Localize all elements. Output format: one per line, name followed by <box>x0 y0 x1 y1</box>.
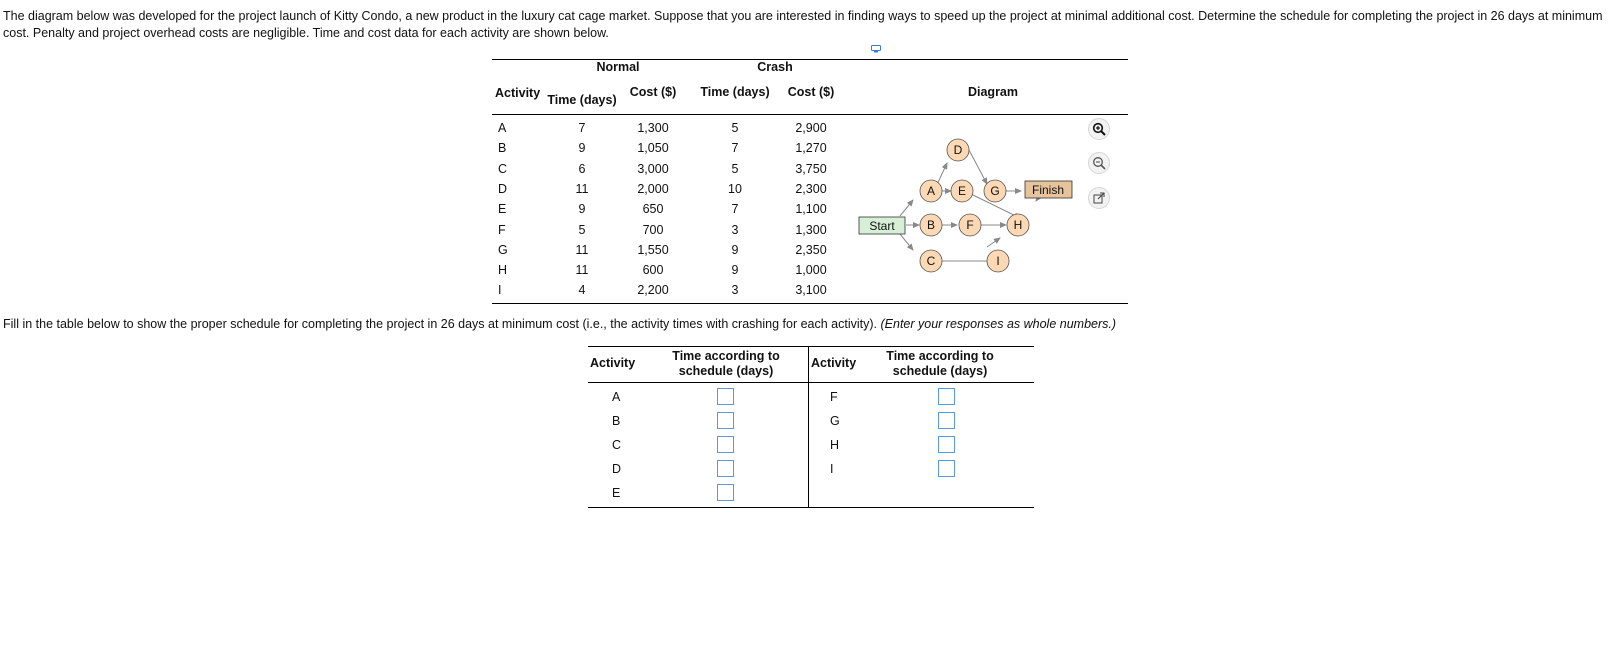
header-divider <box>492 114 1128 115</box>
cell-crash-time: 3 <box>731 283 739 298</box>
answer-col-time-right <box>870 349 1010 379</box>
cell-activity: I <box>498 283 502 298</box>
popout-icon <box>1092 191 1106 205</box>
cell-activity: B <box>498 141 507 156</box>
cell-normal-time: 4 <box>578 283 586 298</box>
schedule-time-input-h[interactable] <box>938 436 955 453</box>
node-label: A <box>926 184 936 198</box>
popout-button[interactable] <box>1088 187 1110 209</box>
node-label: E <box>957 184 967 198</box>
schedule-time-input-b[interactable] <box>717 412 734 429</box>
cell-normal-time: 9 <box>578 141 586 156</box>
schedule-time-input-c[interactable] <box>717 436 734 453</box>
table-bottom-border <box>492 303 1128 304</box>
answer-column-divider <box>808 346 809 508</box>
instructions-hint: (Enter your responses as whole numbers.) <box>880 317 1117 331</box>
cell-crash-cost: 3,750 <box>795 161 827 176</box>
node-i <box>987 250 1009 272</box>
node-label: I <box>996 254 1000 268</box>
node-b <box>920 214 942 236</box>
cell-normal-cost: 2,200 <box>637 283 669 298</box>
node-e <box>951 180 973 202</box>
col-crash-cost: Cost ($) <box>787 85 835 99</box>
zoom-out-button[interactable] <box>1088 152 1110 174</box>
answer-activity-label: C <box>612 438 622 452</box>
cell-normal-cost: 650 <box>642 202 664 217</box>
node-a <box>920 180 942 202</box>
cell-crash-time: 5 <box>731 121 739 135</box>
table-top-border <box>492 59 1128 60</box>
node-f <box>959 214 981 236</box>
node-label: F <box>966 218 974 232</box>
cell-normal-time: 7 <box>578 121 586 135</box>
cell-crash-cost: 1,100 <box>795 202 827 217</box>
answer-col-time-left-line1: Time according to <box>672 349 780 363</box>
answer-top-border <box>588 346 1034 347</box>
cell-crash-time: 7 <box>731 202 739 217</box>
answer-activity-label: I <box>830 462 834 476</box>
cell-crash-time: 7 <box>731 141 739 156</box>
answer-col-activity-left: Activity <box>590 356 636 370</box>
cell-normal-time: 11 <box>575 242 589 257</box>
answer-activity-label: D <box>612 462 622 476</box>
cell-crash-cost: 2,300 <box>795 181 827 196</box>
cell-activity: F <box>498 222 506 237</box>
cell-normal-cost: 3,000 <box>637 161 669 176</box>
cell-activity: D <box>498 181 508 196</box>
schedule-time-input-d[interactable] <box>717 460 734 477</box>
col-activity: Activity <box>495 86 541 100</box>
cell-crash-time: 3 <box>731 222 739 237</box>
node-label: D <box>953 143 963 157</box>
schedule-time-input-i[interactable] <box>938 460 955 477</box>
zoom-in-icon <box>1092 122 1106 136</box>
answer-col-activity-right: Activity <box>811 356 857 370</box>
start-label: Start <box>869 219 895 233</box>
group-normal: Normal <box>596 60 640 74</box>
node-label: C <box>926 254 936 268</box>
node-label: G <box>990 184 1000 198</box>
answer-activity-label: A <box>612 390 621 404</box>
answer-activity-label: B <box>612 414 621 428</box>
cell-crash-cost: 3,100 <box>795 283 827 298</box>
cell-normal-time: 11 <box>575 181 589 196</box>
cell-activity: E <box>498 202 507 217</box>
answer-activity-label: H <box>830 438 840 452</box>
info-icon[interactable] <box>871 45 881 53</box>
zoom-in-button[interactable] <box>1088 118 1110 140</box>
cell-crash-time: 9 <box>731 242 739 257</box>
answer-col-time-left <box>656 349 796 379</box>
start-node <box>859 217 905 234</box>
arrow-i-h <box>987 238 1000 247</box>
answer-col-time-left-line2: schedule (days) <box>678 364 774 378</box>
activity-nodes <box>920 139 1029 272</box>
node-h <box>1007 214 1029 236</box>
schedule-time-input-e[interactable] <box>717 484 734 501</box>
col-normal-cost: Cost ($) <box>629 85 677 99</box>
cell-normal-cost: 2,000 <box>637 181 669 196</box>
answer-activity-label: E <box>612 486 621 500</box>
cell-normal-cost: 1,550 <box>637 242 669 257</box>
cell-crash-time: 10 <box>728 181 742 196</box>
node-label: H <box>1013 218 1023 232</box>
answer-col-time-right-line2: schedule (days) <box>892 364 988 378</box>
arrow-d-g <box>969 150 987 184</box>
cell-normal-time: 9 <box>578 202 586 217</box>
diagram-arrows <box>900 150 1043 261</box>
node-d <box>947 139 969 161</box>
cell-crash-cost: 2,900 <box>795 121 827 135</box>
cell-activity: G <box>498 242 508 257</box>
node-c <box>920 250 942 272</box>
zoom-out-icon <box>1092 156 1106 170</box>
cell-normal-cost: 700 <box>642 222 664 237</box>
schedule-time-input-a[interactable] <box>717 388 734 405</box>
cell-normal-cost: 600 <box>642 263 664 278</box>
cell-normal-time: 6 <box>578 161 586 176</box>
answer-table <box>588 346 1034 508</box>
cell-normal-cost: 1,300 <box>637 121 669 135</box>
cell-activity: A <box>498 121 507 135</box>
cell-crash-cost: 2,350 <box>795 242 827 257</box>
answer-bottom-border <box>588 507 1034 508</box>
answer-col-time-right-line1: Time according to <box>886 349 994 363</box>
answer-activity-label: G <box>830 414 840 428</box>
instructions <box>3 317 1116 331</box>
cell-normal-time: 5 <box>578 222 586 237</box>
finish-node <box>1025 181 1072 198</box>
cell-normal-time: 11 <box>575 263 589 278</box>
col-normal-time: Time (days) <box>547 93 617 107</box>
node-g <box>984 180 1006 202</box>
group-crash: Crash <box>757 60 793 74</box>
schedule-time-input-g[interactable] <box>938 412 955 429</box>
cell-crash-cost: 1,300 <box>795 222 827 237</box>
arrow-start-c <box>900 234 913 250</box>
answer-header-divider <box>588 382 1034 383</box>
cell-crash-cost: 1,000 <box>795 263 827 278</box>
col-diagram: Diagram <box>967 85 1019 99</box>
schedule-time-input-f[interactable] <box>938 388 955 405</box>
col-crash-time: Time (days) <box>700 85 770 99</box>
cell-crash-time: 5 <box>731 161 739 176</box>
cell-crash-cost: 1,270 <box>795 141 827 156</box>
answer-activity-label: F <box>830 390 838 404</box>
network-diagram <box>869 135 1120 285</box>
finish-label: Finish <box>1031 183 1065 197</box>
arrow-start-a <box>900 200 913 216</box>
node-label: B <box>926 218 936 232</box>
cell-activity: C <box>498 161 508 176</box>
intro-text: The diagram below was developed for the project launch of Kitty Condo, a new product in the luxury cat cage market. Suppose that you are interested in finding ways to speed up the project at minimal additional cost. Determine the schedule for completing the project in 26 days at minimum cost. Penalty and project overhead costs are negligible. Time and cost data for each activity are shown below. <box>3 9 1603 40</box>
cell-activity: H <box>498 263 508 278</box>
instructions-main: Fill in the table below to show the proper schedule for completing the project in 26 days at minimum cost (i.e., the activity times with crashing for each activity). <box>3 317 878 331</box>
cell-crash-time: 9 <box>731 263 739 278</box>
cell-normal-cost: 1,050 <box>637 141 669 156</box>
